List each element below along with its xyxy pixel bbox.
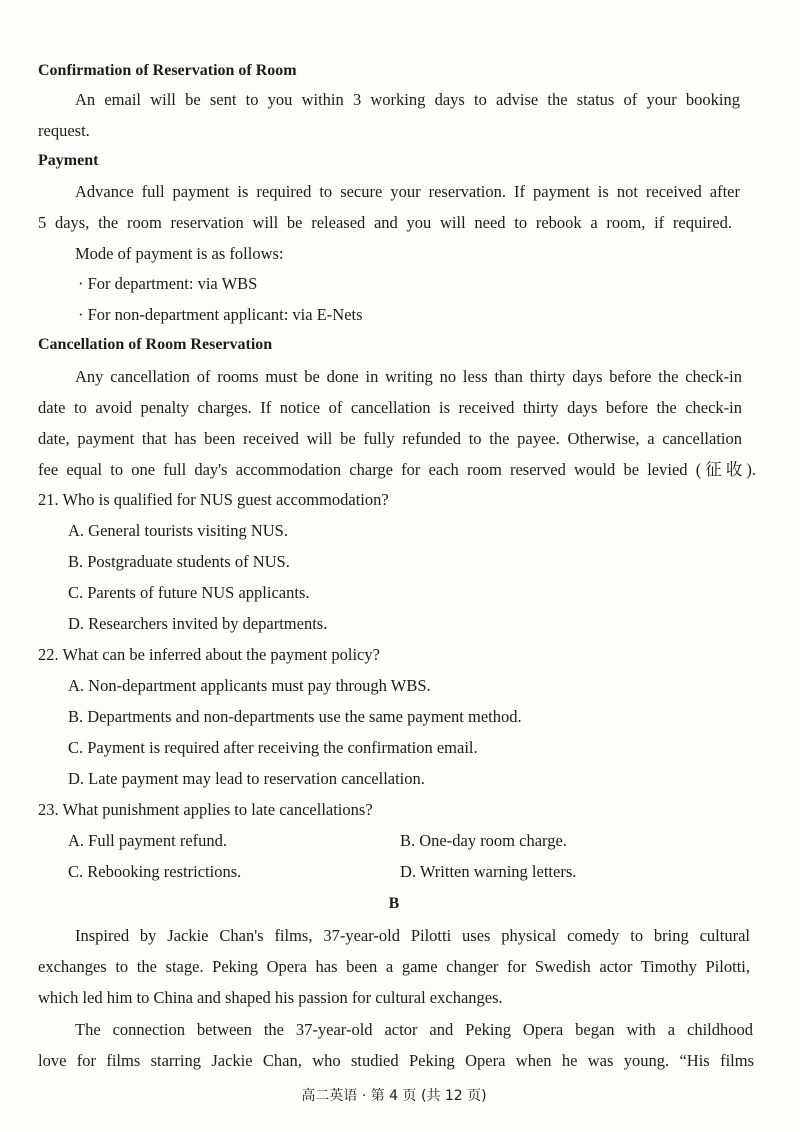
reservation-paragraph-line: request.: [38, 121, 90, 140]
question-22-option-b: B. Departments and non-departments use the same payment method.: [68, 707, 522, 726]
cancellation-paragraph-line: date, payment that has been received will be fully refunded to the payee. Otherwise, a cancellation: [38, 429, 742, 448]
section-b-paragraph-line: which led him to China and shaped his passion for cultural exchanges.: [38, 988, 503, 1007]
question-23-option-d: D. Written warning letters.: [400, 862, 577, 881]
payment-paragraph-line: 5 days, the room reservation will be released and you will need to rebook a room, if required.: [38, 213, 732, 232]
section-b-paragraph-line: Inspired by Jackie Chan's films, 37-year-old Pilotti uses physical comedy to bring cultural: [75, 926, 750, 945]
payment-heading: Payment: [38, 152, 99, 169]
question-21-option-d: D. Researchers invited by departments.: [68, 614, 328, 633]
reservation-paragraph-line: An email will be sent to you within 3 working days to advise the status of your booking: [75, 90, 740, 109]
payment-bullet-department: · For department: via WBS: [78, 274, 258, 293]
section-b-paragraph-line: love for films starring Jackie Chan, who studied Peking Opera when he was young. “His films: [38, 1051, 754, 1070]
cancellation-heading: Cancellation of Room Reservation: [38, 336, 273, 353]
question-21-option-b: B. Postgraduate students of NUS.: [68, 552, 290, 571]
question-22-option-c: C. Payment is required after receiving the confirmation email.: [68, 738, 478, 757]
section-b-paragraph-line: The connection between the 37-year-old actor and Peking Opera began with a childhood: [75, 1020, 753, 1039]
payment-mode-intro: Mode of payment is as follows:: [75, 244, 284, 263]
question-22-option-d: D. Late payment may lead to reservation cancellation.: [68, 769, 425, 788]
section-b-label: B: [388, 895, 400, 912]
payment-bullet-non-department: · For non-department applicant: via E-Nets: [78, 305, 363, 324]
section-b-paragraph-line: exchanges to the stage. Peking Opera has been a game changer for Swedish actor Timothy Pilotti,: [38, 957, 750, 976]
payment-paragraph-line: Advance full payment is required to secure your reservation. If payment is not received after: [75, 182, 740, 201]
cancellation-paragraph-line: date to avoid penalty charges. If notice of cancellation is received thirty days before the check-in: [38, 398, 742, 417]
question-21-option-c: C. Parents of future NUS applicants.: [68, 583, 310, 602]
question-23-option-c: C. Rebooking restrictions.: [68, 862, 242, 881]
question-21-option-a: A. General tourists visiting NUS.: [68, 521, 288, 540]
question-23-option-b: B. One-day room charge.: [400, 831, 567, 850]
question-22-option-a: A. Non-department applicants must pay through WBS.: [68, 676, 431, 695]
cancellation-paragraph-line: fee equal to one full day's accommodation charge for each room reserved would be levied (征收).: [38, 460, 756, 479]
question-23-stem: 23. What punishment applies to late cancellations?: [38, 800, 373, 819]
question-21-stem: 21. Who is qualified for NUS guest accommodation?: [38, 490, 389, 509]
reservation-heading: Confirmation of Reservation of Room: [38, 62, 297, 79]
question-23-option-a: A. Full payment refund.: [68, 831, 228, 850]
page-footer: 高二英语 · 第 4 页 (共 12 页): [301, 1088, 487, 1104]
cancellation-paragraph-line: Any cancellation of rooms must be done in writing no less than thirty days before the check-in: [75, 367, 742, 386]
question-22-stem: 22. What can be inferred about the payment policy?: [38, 645, 380, 664]
